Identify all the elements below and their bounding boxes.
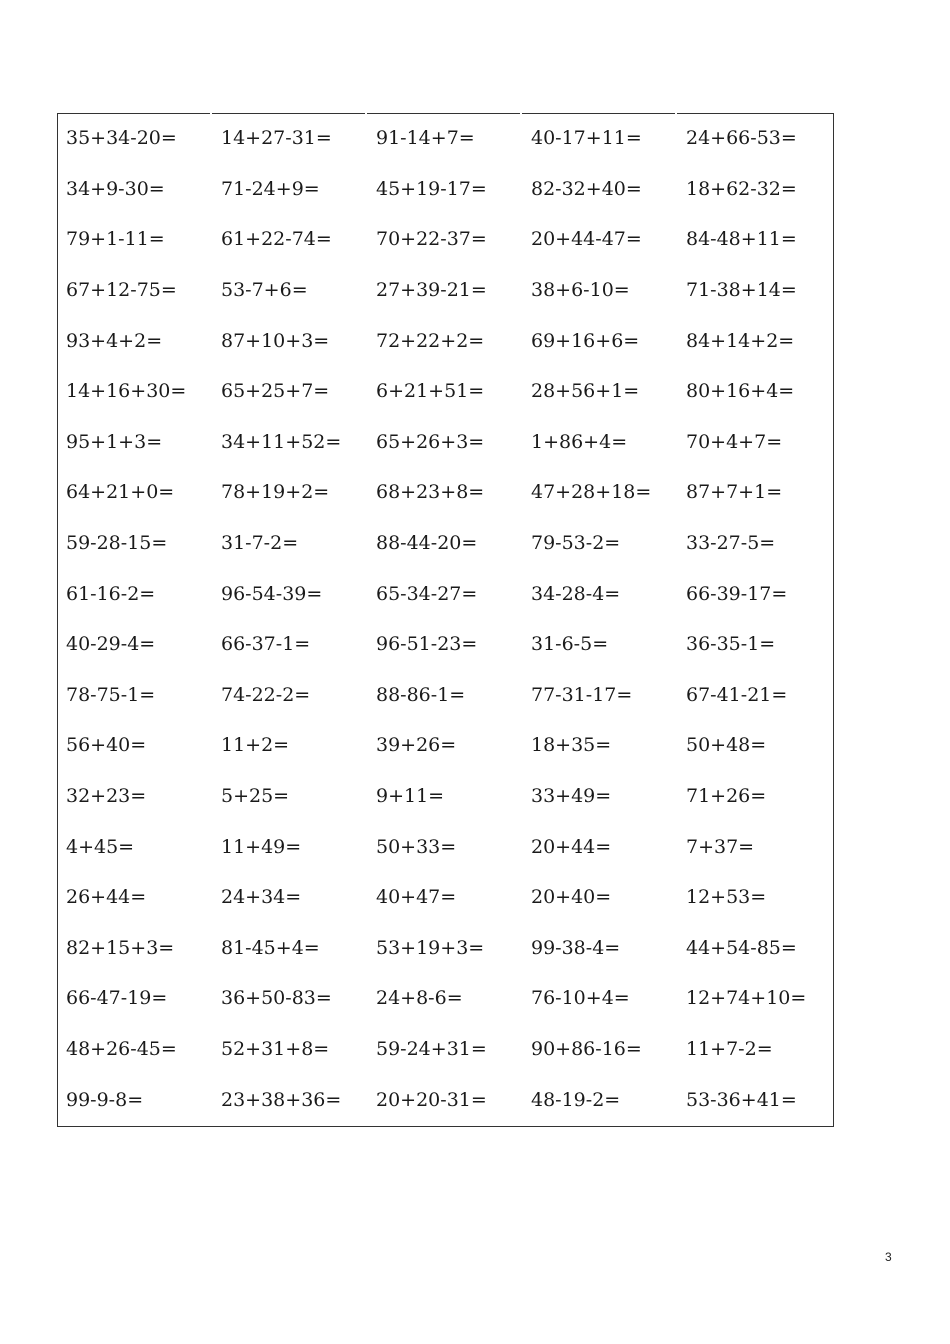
problem-cell: 50+33=: [376, 835, 457, 858]
problem-cell: 31-6-5=: [531, 633, 609, 656]
problem-cell: 11+2=: [221, 734, 290, 757]
problem-cell: 82-32+40=: [531, 177, 642, 200]
problem-cell: 24+34=: [221, 886, 302, 909]
problem-cell: 84-48+11=: [686, 228, 797, 251]
problem-cell: 45+19-17=: [376, 177, 487, 200]
problem-cell: 80+16+4=: [686, 380, 795, 403]
problem-cell: 96-51-23=: [376, 633, 478, 656]
problem-cell: 28+56+1=: [531, 380, 640, 403]
problem-cell: 11+7-2=: [686, 1037, 773, 1060]
problem-cell: 78-75-1=: [66, 683, 156, 706]
problem-cell: 12+53=: [686, 886, 767, 909]
problem-grid: [57, 113, 834, 1127]
problem-cell: 67-41-21=: [686, 683, 788, 706]
problem-cell: 70+4+7=: [686, 430, 783, 453]
problem-cell: 24+66-53=: [686, 127, 797, 150]
problem-cell: 96-54-39=: [221, 582, 323, 605]
problem-cell: 61-16-2=: [66, 582, 156, 605]
problem-cell: 84+14+2=: [686, 329, 795, 352]
problem-cell: 56+40=: [66, 734, 147, 757]
problem-cell: 34-28-4=: [531, 582, 621, 605]
problem-cell: 14+27-31=: [221, 127, 332, 150]
problem-cell: 38+6-10=: [531, 279, 630, 302]
problem-cell: 20+44-47=: [531, 228, 642, 251]
problem-cell: 27+39-21=: [376, 279, 487, 302]
problem-cell: 53+19+3=: [376, 936, 485, 959]
problem-cell: 4+45=: [66, 835, 135, 858]
problem-cell: 82+15+3=: [66, 936, 175, 959]
problem-cell: 99-9-8=: [66, 1088, 144, 1111]
problem-cell: 79+1-11=: [66, 228, 165, 251]
problem-cell: 18+62-32=: [686, 177, 797, 200]
problem-cell: 66-39-17=: [686, 582, 788, 605]
problem-cell: 67+12-75=: [66, 279, 177, 302]
problem-cell: 34+9-30=: [66, 177, 165, 200]
problem-cell: 90+86-16=: [531, 1037, 642, 1060]
problem-cell: 59-24+31=: [376, 1037, 487, 1060]
problem-cell: 40-17+11=: [531, 127, 642, 150]
problem-cell: 20+40=: [531, 886, 612, 909]
problem-cell: 12+74+10=: [686, 987, 807, 1010]
problem-cell: 79-53-2=: [531, 532, 621, 555]
problem-cell: 93+4+2=: [66, 329, 163, 352]
problem-cell: 65+26+3=: [376, 430, 485, 453]
problem-cell: 5+25=: [221, 785, 290, 808]
problem-cell: 40+47=: [376, 886, 457, 909]
problem-cell: 48-19-2=: [531, 1088, 621, 1111]
page-number: 3: [885, 1250, 892, 1264]
problem-cell: 40-29-4=: [66, 633, 156, 656]
problem-cell: 33+49=: [531, 785, 612, 808]
problem-cell: 52+31+8=: [221, 1037, 330, 1060]
problem-cell: 50+48=: [686, 734, 767, 757]
problem-cell: 20+44=: [531, 835, 612, 858]
problem-cell: 35+34-20=: [66, 127, 177, 150]
problem-cell: 31-7-2=: [221, 532, 299, 555]
problem-cell: 59-28-15=: [66, 532, 168, 555]
problem-cell: 61+22-74=: [221, 228, 332, 251]
problem-cell: 66-47-19=: [66, 987, 168, 1010]
problem-cell: 78+19+2=: [221, 481, 330, 504]
problem-cell: 71-38+14=: [686, 279, 797, 302]
problem-cell: 32+23=: [66, 785, 147, 808]
problem-cell: 48+26-45=: [66, 1037, 177, 1060]
problem-cell: 23+38+36=: [221, 1088, 342, 1111]
problem-cell: 1+86+4=: [531, 430, 628, 453]
problem-cell: 36-35-1=: [686, 633, 776, 656]
problem-cell: 47+28+18=: [531, 481, 652, 504]
problem-cell: 44+54-85=: [686, 936, 797, 959]
problem-cell: 9+11=: [376, 785, 445, 808]
problem-cell: 11+49=: [221, 835, 302, 858]
problem-cell: 77-31-17=: [531, 683, 633, 706]
problem-cell: 88-86-1=: [376, 683, 466, 706]
arithmetic-worksheet-table: [57, 113, 834, 1127]
problem-cell: 6+21+51=: [376, 380, 485, 403]
problem-cell: 39+26=: [376, 734, 457, 757]
problem-cell: 20+20-31=: [376, 1088, 487, 1111]
problem-cell: 65-34-27=: [376, 582, 478, 605]
problem-cell: 65+25+7=: [221, 380, 330, 403]
problem-cell: 36+50-83=: [221, 987, 332, 1010]
problem-cell: 72+22+2=: [376, 329, 485, 352]
problem-cell: 87+7+1=: [686, 481, 783, 504]
problem-cell: 99-38-4=: [531, 936, 621, 959]
problem-cell: 71+26=: [686, 785, 767, 808]
problem-cell: 53-7+6=: [221, 279, 308, 302]
problem-cell: 34+11+52=: [221, 430, 342, 453]
problem-cell: 81-45+4=: [221, 936, 320, 959]
problem-cell: 18+35=: [531, 734, 612, 757]
problem-cell: 70+22-37=: [376, 228, 487, 251]
problem-cell: 53-36+41=: [686, 1088, 797, 1111]
problem-cell: 76-10+4=: [531, 987, 630, 1010]
problem-cell: 26+44=: [66, 886, 147, 909]
problem-cell: 7+37=: [686, 835, 755, 858]
problem-cell: 33-27-5=: [686, 532, 776, 555]
problem-cell: 71-24+9=: [221, 177, 320, 200]
problem-cell: 68+23+8=: [376, 481, 485, 504]
problem-cell: 66-37-1=: [221, 633, 311, 656]
problem-cell: 69+16+6=: [531, 329, 640, 352]
problem-cell: 14+16+30=: [66, 380, 187, 403]
problem-cell: 88-44-20=: [376, 532, 478, 555]
problem-cell: 74-22-2=: [221, 683, 311, 706]
problem-cell: 87+10+3=: [221, 329, 330, 352]
problem-cell: 24+8-6=: [376, 987, 463, 1010]
problem-cell: 91-14+7=: [376, 127, 475, 150]
problem-cell: 64+21+0=: [66, 481, 175, 504]
problem-cell: 95+1+3=: [66, 430, 163, 453]
